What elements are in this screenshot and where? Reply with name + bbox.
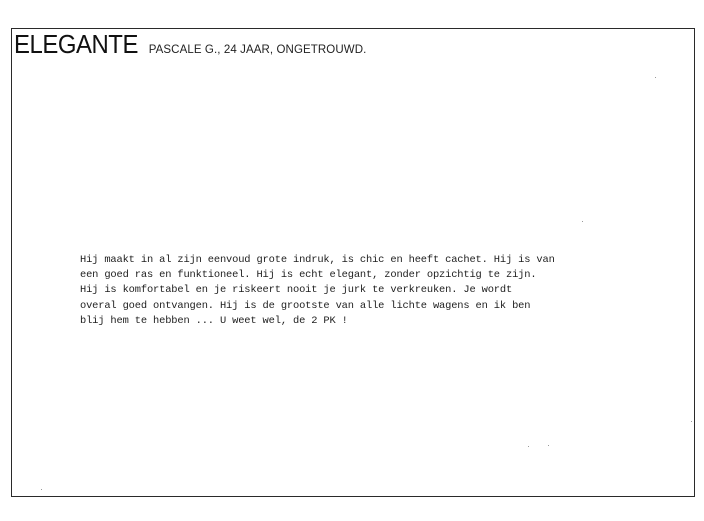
text-line: overal goed ontvangen. Hij is de grootste van alle lichte wagens en ik ben [80, 299, 531, 312]
scan-speck [691, 421, 692, 422]
text-line: een goed ras en funktioneel. Hij is echt elegant, zonder opzichtig te zijn. [80, 269, 537, 282]
text-line: Hij maakt in al zijn eenvoud grote indruk, is chic en heeft cachet. Hij is van [80, 254, 555, 266]
scan-speck [582, 221, 583, 222]
scan-speck [528, 446, 529, 447]
text-line: blij hem te hebben ... U weet wel, de 2 PK ! [80, 314, 348, 327]
text-line: Hij is komfortabel en je riskeert nooit je jurk te verkreuken. Je wordt [80, 284, 513, 297]
scan-speck [655, 77, 656, 78]
header [14, 31, 366, 57]
scan-speck [41, 489, 42, 490]
advertisement-text [80, 253, 600, 329]
scan-speck [548, 445, 549, 446]
subtitle: PASCALE G., 24 JAAR, ONGETROUWD. [148, 44, 367, 56]
brand-title: ELEGANTE [14, 29, 138, 59]
